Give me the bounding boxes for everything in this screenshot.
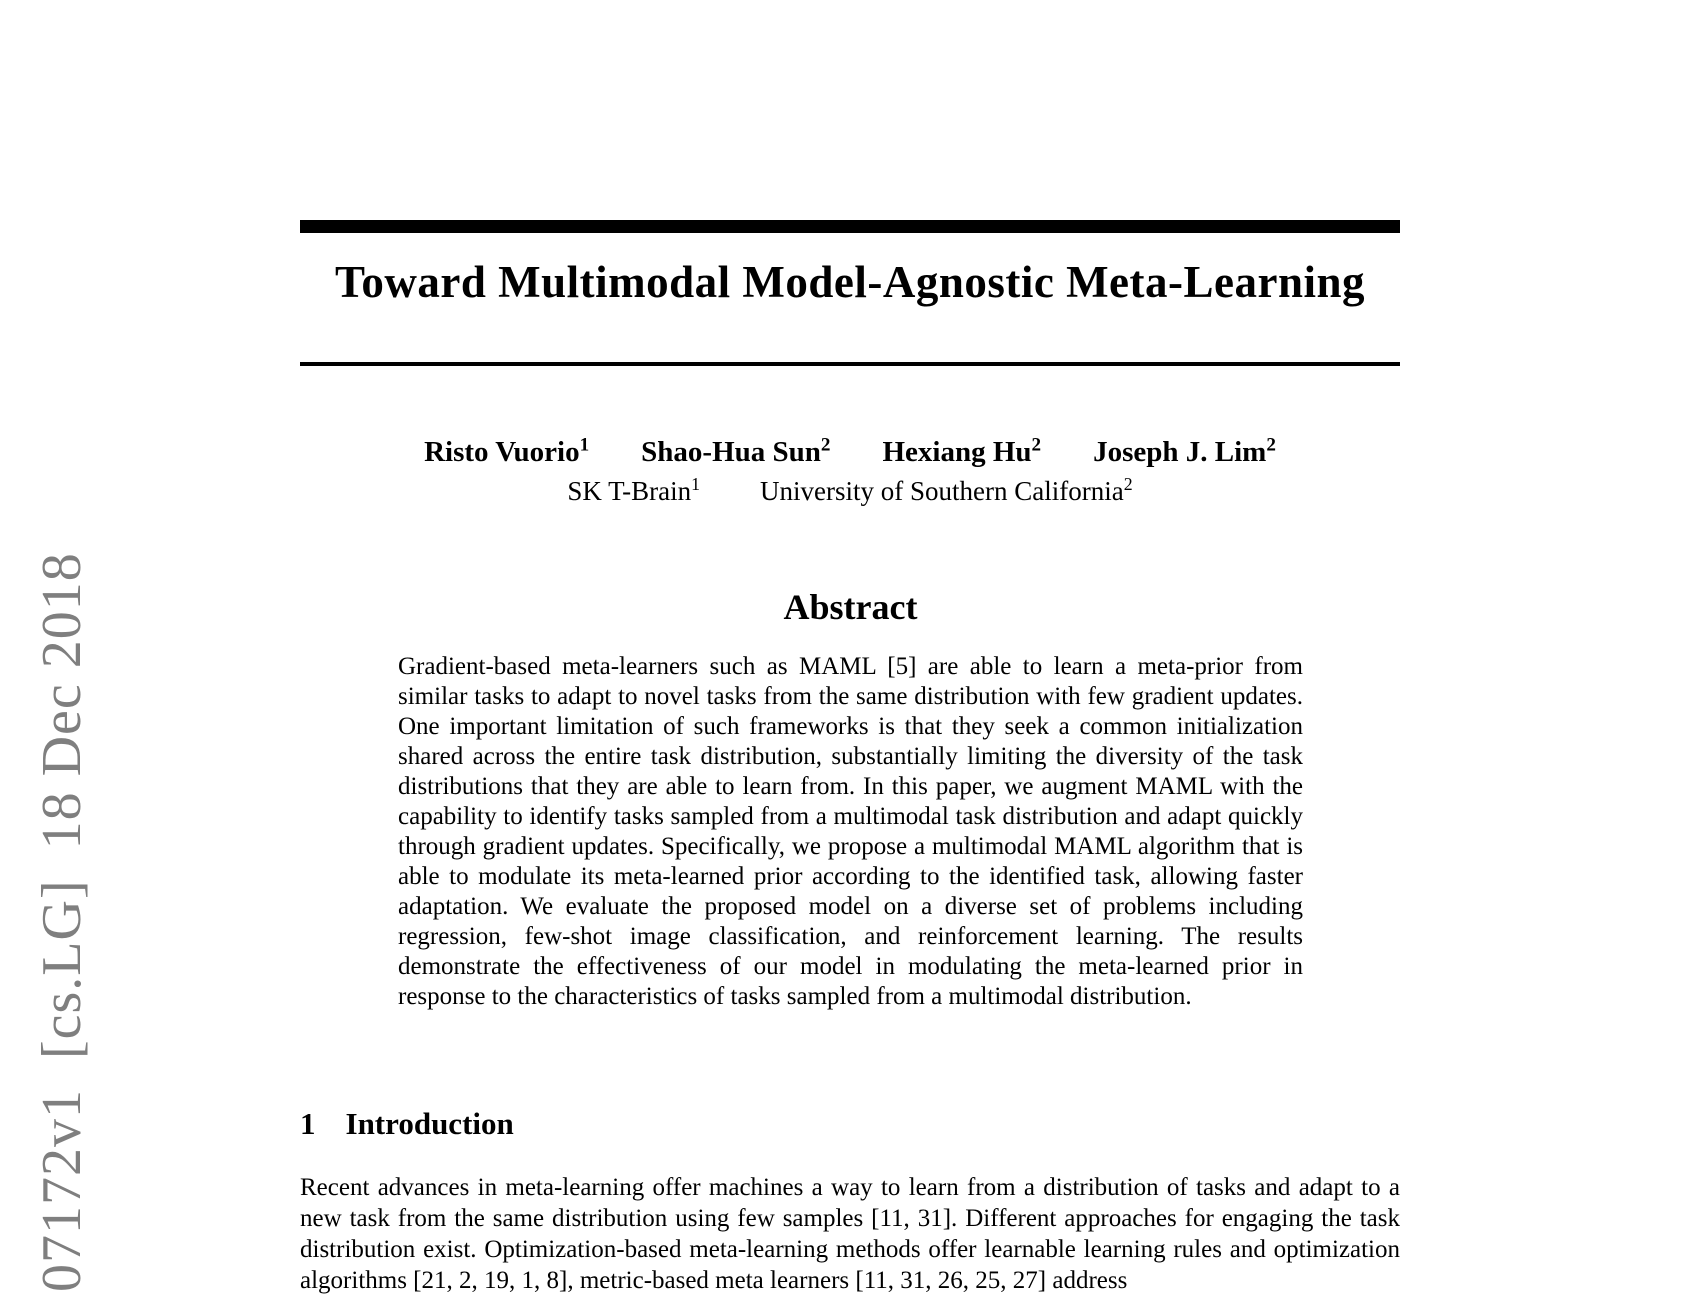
author-name (424, 436, 589, 468)
abstract-text: Gradient-based meta-learners such as MAML [5] are able to learn a meta-prior from similar tasks to adapt to novel tasks from the same distribution with few gradient updates. One important limitation of such frameworks is that they seek a common initialization shared across the entire task distribution, substantially limiting the diversity of the task distributions that they are able to learn from. In this paper, we augment MAML with the capability to identify tasks sampled from a multimodal task distribution and adapt quickly through gradient updates. Specifically, we propose a multimodal MAML algorithm that is able to modulate its meta-learned prior according to the identified task, allowing faster adaptation. We evaluate the proposed model on a diverse set of problems including regression, few-shot image classification, and reinforcement learning. The results demonstrate the effectiveness of our model in modulating the meta-learned prior in response to the characteristics of tasks sampled from a multimodal distribution. (398, 653, 1303, 1010)
affiliation-text: SK T-Brain (567, 476, 692, 506)
author-name-text: Shao-Hua Sun (641, 436, 821, 468)
affiliation (567, 476, 700, 506)
author-name-text: Risto Vuorio (424, 436, 580, 468)
author-affiliation-marker: 2 (820, 434, 831, 456)
title-top-rule (300, 220, 1400, 233)
abstract-heading: Abstract (783, 587, 918, 627)
author-affiliation-marker: 2 (1031, 434, 1042, 456)
authors-row (300, 436, 1400, 469)
author-affiliation-marker: 2 (1266, 434, 1276, 456)
section-paragraph: Recent advances in meta-learning offer machines a way to learn from a distribution of tasks and adapt to a new task from the same distribution using few samples [11, 31]. Different approaches for engaging the task distribution exist. Optimization-based meta-learning methods offer learnable learning rules and optimization algorithms [21, 2, 19, 1, 8], metric-based meta learners [11, 31, 26, 25, 27] address (300, 1174, 1400, 1294)
affiliations-row (300, 476, 1400, 507)
section-heading (300, 1106, 514, 1142)
affiliation (760, 476, 1133, 506)
author-name (882, 436, 1041, 468)
author-name-text: Hexiang Hu (882, 436, 1032, 468)
author-name (641, 436, 830, 468)
section-number: 1 (300, 1106, 316, 1141)
section-title: Introduction (345, 1106, 514, 1141)
author-name-text: Joseph J. Lim (1093, 436, 1267, 468)
affiliation-marker: 1 (691, 474, 701, 494)
author-name (1093, 436, 1276, 468)
title-bottom-rule (300, 362, 1400, 366)
affiliation-marker: 2 (1123, 474, 1133, 494)
affiliation-text: University of Southern California (760, 476, 1124, 506)
paper-title: Toward Multimodal Model-Agnostic Meta-Learning (334, 257, 1366, 307)
arxiv-watermark: 07172v1 [cs.LG] 18 Dec 2018 (31, 552, 93, 1292)
author-affiliation-marker: 1 (579, 434, 590, 456)
